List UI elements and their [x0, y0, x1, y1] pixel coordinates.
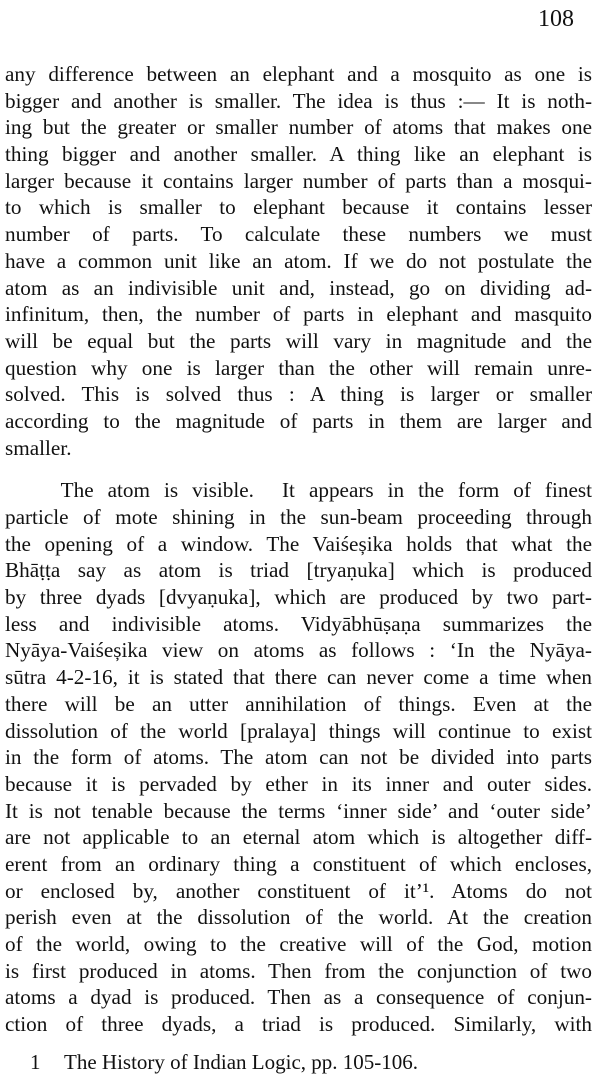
- text-line: atom as an indivisible unit and, instead, go on dividing ad-: [5, 275, 592, 300]
- text-line: or enclosed by, another constituent of it’¹. Atoms do not: [5, 878, 592, 903]
- text-line: dissolution of the world [pralaya] things will continue to exist: [5, 718, 592, 743]
- text-line: It is not tenable because the terms ‘inner side’ and ‘outer side’: [5, 798, 592, 823]
- text-line: are not applicable to an eternal atom which is altogether diff-: [5, 825, 592, 850]
- text-line: Bhāṭṭa say as atom is triad [tryaṇuka] which is produced: [5, 558, 592, 583]
- text-line: of the world, owing to the creative will of the God, motion: [5, 932, 592, 956]
- text-line: atoms a dyad is produced. Then as a consequence of conjun-: [5, 985, 592, 1010]
- footnote-marker: 1: [30, 1050, 41, 1074]
- text-line: Nyāya-Vaiśeșika view on atoms as follows : ‘In the Nyāya-: [5, 638, 592, 663]
- text-line: thing bigger and another smaller. A thing like an elephant is: [5, 142, 592, 167]
- page-number: 108: [538, 6, 574, 32]
- text-line: there will be an utter annihilation of things. Even at the: [5, 691, 592, 716]
- text-line: will be equal but the parts will vary in magnitude and the: [5, 328, 592, 353]
- body-text: [5, 61, 592, 1038]
- text-line: sūtra 4-2-16, it is stated that there can never come a time when: [5, 665, 592, 690]
- text-line: number of parts. To calculate these numbers we must: [5, 222, 592, 247]
- text-line: to which is smaller to elephant because it contains lesser: [5, 195, 592, 220]
- text-line: any difference between an elephant and a mosquito as one is: [5, 62, 592, 86]
- text-line: by three dyads [dvyaṇuka], which are produced by two part-: [5, 585, 592, 610]
- text-line: question why one is larger than the other will remain unre-: [5, 355, 592, 380]
- text-line: less and indivisible atoms. Vidyābhūṣaṇa summarizes the: [5, 611, 592, 636]
- text-line: larger because it contains larger number of parts than a mosqui-: [5, 168, 592, 193]
- paragraph-1: [5, 61, 592, 461]
- text-line: the opening of a window. The Vaiśeșika holds that what the: [5, 531, 592, 556]
- footnote: [30, 1049, 418, 1075]
- text-line: in the form of atoms. The atom can not be divided into parts: [5, 745, 592, 770]
- text-line: smaller.: [5, 435, 72, 460]
- text-line: infinitum, then, the number of parts in elephant and masquito: [5, 302, 592, 327]
- text-line: erent from an ordinary thing a constituent of which encloses,: [5, 851, 592, 876]
- text-line: particle of mote shining in the sun-beam proceeding through: [5, 505, 592, 529]
- text-line: The atom is visible. It appears in the form of finest: [5, 478, 592, 503]
- text-line: bigger and another is smaller. The idea is thus :— It is noth-: [5, 88, 592, 113]
- text-line: because it is pervaded by ether in its inner and outer sides.: [5, 771, 592, 796]
- text-line: ing but the greater or smaller number of atoms that makes one: [5, 115, 592, 140]
- text-line: perish even at the dissolution of the world. At the creation: [5, 905, 592, 930]
- paragraph-2: [5, 477, 592, 1037]
- footnote-text: The History of Indian Logic, pp. 105-106.: [64, 1050, 419, 1074]
- text-line: according to the magnitude of parts in them are larger and: [5, 408, 592, 433]
- text-line: is first produced in atoms. Then from the conjunction of two: [5, 958, 592, 983]
- text-line: ction of three dyads, a triad is produced. Similarly, with: [5, 1012, 592, 1037]
- text-line: have a common unit like an atom. If we do not postulate the: [5, 248, 592, 273]
- text-line: solved. This is solved thus : A thing is larger or smaller: [5, 382, 592, 407]
